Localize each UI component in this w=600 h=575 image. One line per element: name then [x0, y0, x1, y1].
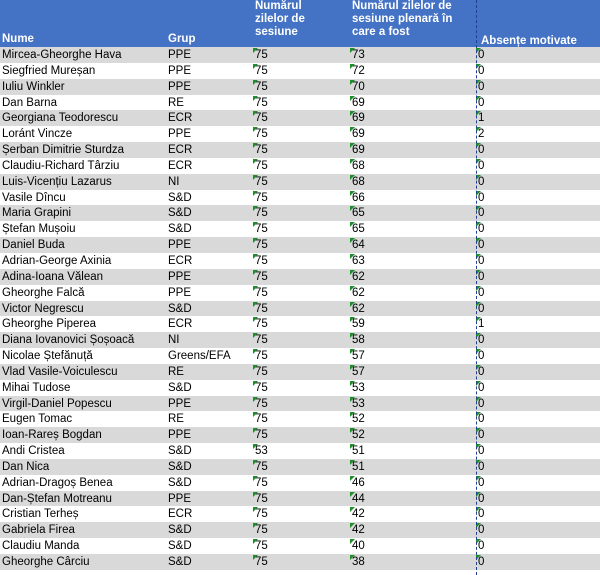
table-row	[0, 522, 600, 538]
error-indicator-icon	[253, 317, 258, 322]
cell-zile-plenara[interactable]: 73	[352, 49, 365, 61]
cell-grup[interactable]: S&D	[168, 556, 192, 568]
cell-nume[interactable]: Adina-Ioana Vălean	[2, 270, 104, 283]
table-row	[0, 411, 600, 427]
header-zile-sesiune[interactable]	[255, 0, 305, 39]
cell-absente[interactable]: 0	[478, 270, 485, 283]
cell-absente[interactable]: 0	[478, 429, 485, 442]
cell-zile-plenara[interactable]: 42	[352, 524, 365, 537]
cell-zile-sesiune[interactable]: 75	[255, 112, 268, 125]
error-indicator-icon	[253, 444, 258, 449]
cell-nume[interactable]: Maria Grapini	[2, 207, 72, 220]
cell-grup[interactable]: PPE	[168, 239, 192, 252]
cell-grup[interactable]: ECR	[168, 144, 193, 157]
cell-grup[interactable]: S&D	[168, 191, 192, 204]
cell-grup[interactable]: S&D	[168, 302, 192, 315]
header-plenara-line: sesiune plenară în	[352, 13, 453, 25]
error-indicator-icon	[350, 492, 355, 497]
cell-nume[interactable]: Dan Barna	[2, 96, 57, 109]
error-indicator-icon	[253, 238, 258, 243]
error-indicator-icon	[350, 476, 355, 481]
error-indicator-icon	[350, 80, 355, 85]
cell-zile-sesiune[interactable]: 75	[255, 223, 268, 236]
cell-zile-sesiune[interactable]: 75	[255, 350, 268, 363]
error-indicator-icon	[350, 238, 355, 243]
cell-nume[interactable]: Loránt Vincze	[2, 128, 73, 141]
cell-absente[interactable]: 0	[478, 49, 485, 61]
error-indicator-icon	[350, 127, 355, 132]
cell-nume[interactable]: Vasile Dîncu	[2, 191, 66, 204]
cell-zile-plenara[interactable]: 68	[352, 175, 365, 188]
cell-absente[interactable]: 0	[478, 144, 485, 157]
cell-nume[interactable]: Diana Iovanovici Șoșoacă	[2, 334, 135, 347]
error-indicator-icon	[350, 460, 355, 465]
cell-zile-plenara[interactable]: 72	[352, 64, 365, 77]
error-indicator-icon	[350, 222, 355, 227]
cell-nume[interactable]: Andi Cristea	[2, 445, 65, 458]
cell-grup[interactable]: S&D	[168, 524, 192, 537]
cell-zile-plenara[interactable]: 68	[352, 159, 365, 172]
error-indicator-icon	[253, 254, 258, 259]
cell-grup[interactable]: PPE	[168, 49, 192, 61]
cell-zile-plenara[interactable]: 69	[352, 96, 365, 109]
cell-grup[interactable]: S&D	[168, 223, 192, 236]
error-indicator-icon	[350, 365, 355, 370]
error-indicator-icon	[350, 523, 355, 528]
table-row	[0, 332, 600, 348]
error-indicator-icon	[350, 333, 355, 338]
error-indicator-icon	[350, 254, 355, 259]
cell-zile-plenara[interactable]: 65	[352, 207, 365, 220]
cell-grup[interactable]: ECR	[168, 159, 193, 172]
error-indicator-icon	[350, 507, 355, 512]
cell-zile-plenara[interactable]: 59	[352, 318, 365, 331]
cell-zile-plenara[interactable]: 63	[352, 254, 365, 267]
cell-nume[interactable]: Cristian Terheș	[2, 508, 79, 521]
cell-zile-sesiune[interactable]: 75	[255, 239, 268, 252]
cell-grup[interactable]: ECR	[168, 254, 193, 267]
cell-nume[interactable]: Mihai Tudose	[2, 381, 71, 394]
cell-nume[interactable]: Virgil-Daniel Popescu	[2, 397, 112, 410]
cell-absente[interactable]: 0	[478, 223, 485, 236]
cell-grup[interactable]: NI	[168, 334, 180, 347]
cell-zile-sesiune[interactable]: 75	[255, 49, 268, 61]
cell-nume[interactable]: Claudiu-Richard Târziu	[2, 159, 120, 172]
error-indicator-icon	[253, 381, 258, 386]
cell-zile-plenara[interactable]: 64	[352, 239, 365, 252]
error-indicator-icon	[350, 270, 355, 275]
table-row	[0, 364, 600, 380]
cell-nume[interactable]: Luis-Vicențiu Lazarus	[2, 175, 112, 188]
cell-zile-plenara[interactable]: 40	[352, 540, 365, 553]
cell-nume[interactable]: Gheorghe Piperea	[2, 318, 96, 331]
cell-grup[interactable]: PPE	[168, 429, 192, 442]
cell-zile-plenara[interactable]: 57	[352, 350, 365, 363]
error-indicator-icon	[253, 539, 258, 544]
header-grup[interactable]: Grup	[168, 33, 196, 45]
cell-zile-sesiune[interactable]: 75	[255, 159, 268, 172]
cell-zile-sesiune[interactable]: 75	[255, 254, 268, 267]
cell-zile-sesiune[interactable]: 75	[255, 556, 268, 568]
cell-zile-plenara[interactable]: 52	[352, 429, 365, 442]
error-indicator-icon	[350, 159, 355, 164]
cell-zile-plenara[interactable]: 62	[352, 270, 365, 283]
table-row	[0, 301, 600, 317]
cell-nume[interactable]: Dan Nica	[2, 460, 50, 473]
cell-absente[interactable]: 0	[478, 413, 485, 426]
cell-zile-sesiune[interactable]: 75	[255, 302, 268, 315]
error-indicator-icon	[253, 412, 258, 417]
table-row	[0, 443, 600, 459]
cell-absente[interactable]: 0	[478, 397, 485, 410]
cell-zile-sesiune[interactable]: 75	[255, 413, 268, 426]
cell-zile-plenara[interactable]: 52	[352, 413, 365, 426]
table-header	[0, 0, 600, 47]
table-row	[0, 475, 600, 491]
table-row	[0, 396, 600, 412]
cell-nume[interactable]: Mircea-Gheorghe Hava	[2, 49, 122, 61]
table-row	[0, 47, 600, 63]
error-indicator-icon	[253, 397, 258, 402]
table-row	[0, 158, 600, 174]
error-indicator-icon	[253, 523, 258, 528]
cell-zile-plenara[interactable]: 62	[352, 286, 365, 299]
cell-absente[interactable]: 1	[478, 318, 485, 331]
cell-zile-plenara[interactable]: 38	[352, 556, 365, 568]
error-indicator-icon	[253, 270, 258, 275]
cell-grup[interactable]: PPE	[168, 64, 192, 77]
cell-absente[interactable]: 0	[478, 524, 485, 537]
error-indicator-icon	[253, 143, 258, 148]
cell-absente[interactable]: 0	[478, 254, 485, 267]
error-indicator-icon	[253, 492, 258, 497]
table-row	[0, 79, 600, 95]
cell-zile-plenara[interactable]: 62	[352, 302, 365, 315]
table-row	[0, 554, 600, 570]
cell-nume[interactable]: Șerban Dimitrie Sturdza	[2, 144, 125, 157]
cell-nume[interactable]: Claudiu Manda	[2, 540, 80, 553]
cell-zile-sesiune[interactable]: 75	[255, 381, 268, 394]
cell-zile-plenara[interactable]: 69	[352, 144, 365, 157]
table-row	[0, 491, 600, 507]
table-row	[0, 538, 600, 554]
cell-absente[interactable]: 0	[478, 508, 485, 521]
cell-nume[interactable]: Gheorghe Cârciu	[2, 556, 90, 568]
cell-nume[interactable]: Eugen Tomac	[2, 413, 73, 426]
cell-zile-sesiune[interactable]: 75	[255, 318, 268, 331]
cell-grup[interactable]: RE	[168, 365, 184, 378]
cell-absente[interactable]: 0	[478, 175, 485, 188]
error-indicator-icon	[253, 460, 258, 465]
cell-zile-sesiune[interactable]: 75	[255, 191, 268, 204]
cell-zile-plenara[interactable]: 53	[352, 381, 365, 394]
table-row	[0, 174, 600, 190]
cell-absente[interactable]: 0	[478, 286, 485, 299]
cell-grup[interactable]: RE	[168, 413, 184, 426]
cell-grup[interactable]: PPE	[168, 270, 192, 283]
cell-zile-sesiune[interactable]: 75	[255, 64, 268, 77]
cell-nume[interactable]: Gabriela Firea	[2, 524, 75, 537]
cell-absente[interactable]: 0	[478, 492, 485, 505]
error-indicator-icon	[253, 286, 258, 291]
cell-zile-sesiune[interactable]: 75	[255, 365, 268, 378]
table-row	[0, 110, 600, 126]
cell-grup[interactable]: PPE	[168, 286, 192, 299]
table-row	[0, 237, 600, 253]
cell-zile-sesiune[interactable]: 75	[255, 96, 268, 109]
cell-grup[interactable]: PPE	[168, 397, 192, 410]
cell-zile-sesiune[interactable]: 75	[255, 286, 268, 299]
cell-zile-sesiune[interactable]: 75	[255, 270, 268, 283]
table-row	[0, 285, 600, 301]
header-plenara-line: care a fost	[352, 26, 410, 38]
cell-zile-sesiune[interactable]: 75	[255, 476, 268, 489]
cell-nume[interactable]: Ioan-Rareș Bogdan	[2, 429, 102, 442]
error-indicator-icon	[350, 206, 355, 211]
cell-grup[interactable]: S&D	[168, 476, 192, 489]
cell-absente[interactable]: 0	[478, 460, 485, 473]
error-indicator-icon	[253, 48, 258, 53]
error-indicator-icon	[350, 64, 355, 69]
cell-nume[interactable]: Gheorghe Falcă	[2, 286, 85, 299]
error-indicator-icon	[350, 317, 355, 322]
error-indicator-icon	[350, 444, 355, 449]
table-row	[0, 380, 600, 396]
cell-absente[interactable]: 0	[478, 334, 485, 347]
cell-grup[interactable]: PPE	[168, 80, 192, 93]
cell-zile-sesiune[interactable]: 75	[255, 492, 268, 505]
cell-zile-sesiune[interactable]: 53	[255, 445, 268, 458]
error-indicator-icon	[350, 96, 355, 101]
cell-nume[interactable]: Dan-Ștefan Motreanu	[2, 492, 112, 505]
table-row	[0, 205, 600, 221]
cell-absente[interactable]: 0	[478, 540, 485, 553]
table-row	[0, 126, 600, 142]
error-indicator-icon	[350, 48, 355, 53]
cell-absente[interactable]: 0	[478, 159, 485, 172]
cell-grup[interactable]: PPE	[168, 128, 192, 141]
cell-zile-sesiune[interactable]: 75	[255, 144, 268, 157]
cell-grup[interactable]: NI	[168, 175, 180, 188]
error-indicator-icon	[350, 381, 355, 386]
cell-absente[interactable]: 0	[478, 445, 485, 458]
error-indicator-icon	[350, 539, 355, 544]
cell-zile-sesiune[interactable]: 75	[255, 334, 268, 347]
header-zile-line: sesiune	[255, 26, 298, 38]
error-indicator-icon	[350, 555, 355, 560]
error-indicator-icon	[253, 555, 258, 560]
page-break-line	[476, 0, 477, 575]
table-row	[0, 253, 600, 269]
cell-grup[interactable]: Greens/EFA	[168, 350, 231, 363]
error-indicator-icon	[253, 96, 258, 101]
error-indicator-icon	[253, 333, 258, 338]
cell-nume[interactable]: Georgiana Teodorescu	[2, 112, 119, 125]
cell-zile-plenara[interactable]: 70	[352, 80, 365, 93]
table-row	[0, 459, 600, 475]
cell-grup[interactable]: ECR	[168, 112, 193, 125]
cell-grup[interactable]: S&D	[168, 540, 192, 553]
cell-absente[interactable]: 1	[478, 112, 485, 125]
cell-zile-sesiune[interactable]: 75	[255, 508, 268, 521]
table-row	[0, 269, 600, 285]
cell-nume[interactable]: Adrian-George Axinia	[2, 254, 112, 267]
cell-grup[interactable]: PPE	[168, 492, 192, 505]
cell-zile-sesiune[interactable]: 75	[255, 540, 268, 553]
cell-nume[interactable]: Ștefan Mușoiu	[2, 223, 76, 236]
cell-nume[interactable]: Daniel Buda	[2, 239, 65, 252]
table-row	[0, 427, 600, 443]
cell-absente[interactable]: 0	[478, 80, 485, 93]
cell-absente[interactable]: 0	[478, 207, 485, 220]
header-plenara-line: Numărul zilelor de	[352, 0, 452, 12]
error-indicator-icon	[253, 222, 258, 227]
header-nume[interactable]: Nume	[2, 33, 34, 45]
error-indicator-icon	[350, 412, 355, 417]
error-indicator-icon	[253, 80, 258, 85]
table-body	[0, 47, 600, 570]
header-zile-plenara[interactable]	[352, 0, 452, 39]
cell-nume[interactable]: Victor Negrescu	[2, 302, 84, 315]
cell-zile-plenara[interactable]: 65	[352, 223, 365, 236]
cell-absente[interactable]: 0	[478, 381, 485, 394]
cell-zile-plenara[interactable]: 42	[352, 508, 365, 521]
error-indicator-icon	[253, 175, 258, 180]
cell-grup[interactable]: S&D	[168, 207, 192, 220]
error-indicator-icon	[350, 349, 355, 354]
cell-zile-sesiune[interactable]: 75	[255, 80, 268, 93]
cell-zile-plenara[interactable]: 57	[352, 365, 365, 378]
cell-nume[interactable]: Siegfried Mureșan	[2, 64, 96, 77]
error-indicator-icon	[253, 206, 258, 211]
cell-zile-sesiune[interactable]: 75	[255, 524, 268, 537]
header-zile-line: zilelor de	[255, 13, 305, 25]
cell-nume[interactable]: Adrian-Dragoș Benea	[2, 476, 113, 489]
cell-zile-plenara[interactable]: 66	[352, 191, 365, 204]
cell-zile-plenara[interactable]: 69	[352, 112, 365, 125]
error-indicator-icon	[350, 111, 355, 116]
error-indicator-icon	[253, 302, 258, 307]
cell-zile-sesiune[interactable]: 75	[255, 429, 268, 442]
cell-absente[interactable]: 0	[478, 365, 485, 378]
cell-absente[interactable]: 0	[478, 476, 485, 489]
cell-grup[interactable]: ECR	[168, 318, 193, 331]
cell-absente[interactable]: 0	[478, 556, 485, 568]
cell-grup[interactable]: S&D	[168, 381, 192, 394]
cell-absente[interactable]: 0	[478, 191, 485, 204]
cell-zile-sesiune[interactable]: 75	[255, 460, 268, 473]
table-row	[0, 190, 600, 206]
cell-zile-sesiune[interactable]: 75	[255, 175, 268, 188]
table-row	[0, 95, 600, 111]
error-indicator-icon	[253, 191, 258, 196]
table-row	[0, 142, 600, 158]
error-indicator-icon	[253, 365, 258, 370]
cell-absente[interactable]: 0	[478, 239, 485, 252]
error-indicator-icon	[253, 349, 258, 354]
error-indicator-icon	[350, 397, 355, 402]
table-row	[0, 316, 600, 332]
cell-zile-plenara[interactable]: 53	[352, 397, 365, 410]
cell-zile-plenara[interactable]: 44	[352, 492, 365, 505]
cell-zile-plenara[interactable]: 51	[352, 445, 365, 458]
cell-zile-sesiune[interactable]: 75	[255, 128, 268, 141]
error-indicator-icon	[253, 476, 258, 481]
error-indicator-icon	[253, 428, 258, 433]
cell-zile-plenara[interactable]: 46	[352, 476, 365, 489]
cell-absente[interactable]: 0	[478, 302, 485, 315]
error-indicator-icon	[253, 159, 258, 164]
cell-nume[interactable]: Iuliu Winkler	[2, 80, 65, 93]
error-indicator-icon	[253, 507, 258, 512]
cell-zile-sesiune[interactable]: 75	[255, 207, 268, 220]
cell-grup[interactable]: RE	[168, 96, 184, 109]
error-indicator-icon	[350, 175, 355, 180]
cell-absente[interactable]: 0	[478, 96, 485, 109]
cell-grup[interactable]: S&D	[168, 460, 192, 473]
error-indicator-icon	[253, 111, 258, 116]
table-row	[0, 221, 600, 237]
header-zile-line: Numărul	[255, 0, 302, 12]
table-row	[0, 506, 600, 522]
error-indicator-icon	[253, 64, 258, 69]
error-indicator-icon	[350, 302, 355, 307]
cell-grup[interactable]: S&D	[168, 445, 192, 458]
cell-nume[interactable]: Nicolae Ștefănuță	[2, 350, 93, 363]
cell-grup[interactable]: ECR	[168, 508, 193, 521]
cell-zile-plenara[interactable]: 51	[352, 460, 365, 473]
cell-zile-plenara[interactable]: 69	[352, 128, 365, 141]
table-row	[0, 348, 600, 364]
cell-zile-plenara[interactable]: 58	[352, 334, 365, 347]
error-indicator-icon	[350, 191, 355, 196]
error-indicator-icon	[350, 143, 355, 148]
error-indicator-icon	[350, 286, 355, 291]
cell-absente[interactable]: 0	[478, 64, 485, 77]
cell-absente[interactable]: 2	[478, 128, 485, 141]
cell-absente[interactable]: 0	[478, 350, 485, 363]
cell-nume[interactable]: Vlad Vasile-Voiculescu	[2, 365, 118, 378]
header-absente[interactable]: Absențe motivate	[481, 35, 577, 47]
error-indicator-icon	[253, 127, 258, 132]
table-row	[0, 63, 600, 79]
cell-zile-sesiune[interactable]: 75	[255, 397, 268, 410]
error-indicator-icon	[350, 428, 355, 433]
